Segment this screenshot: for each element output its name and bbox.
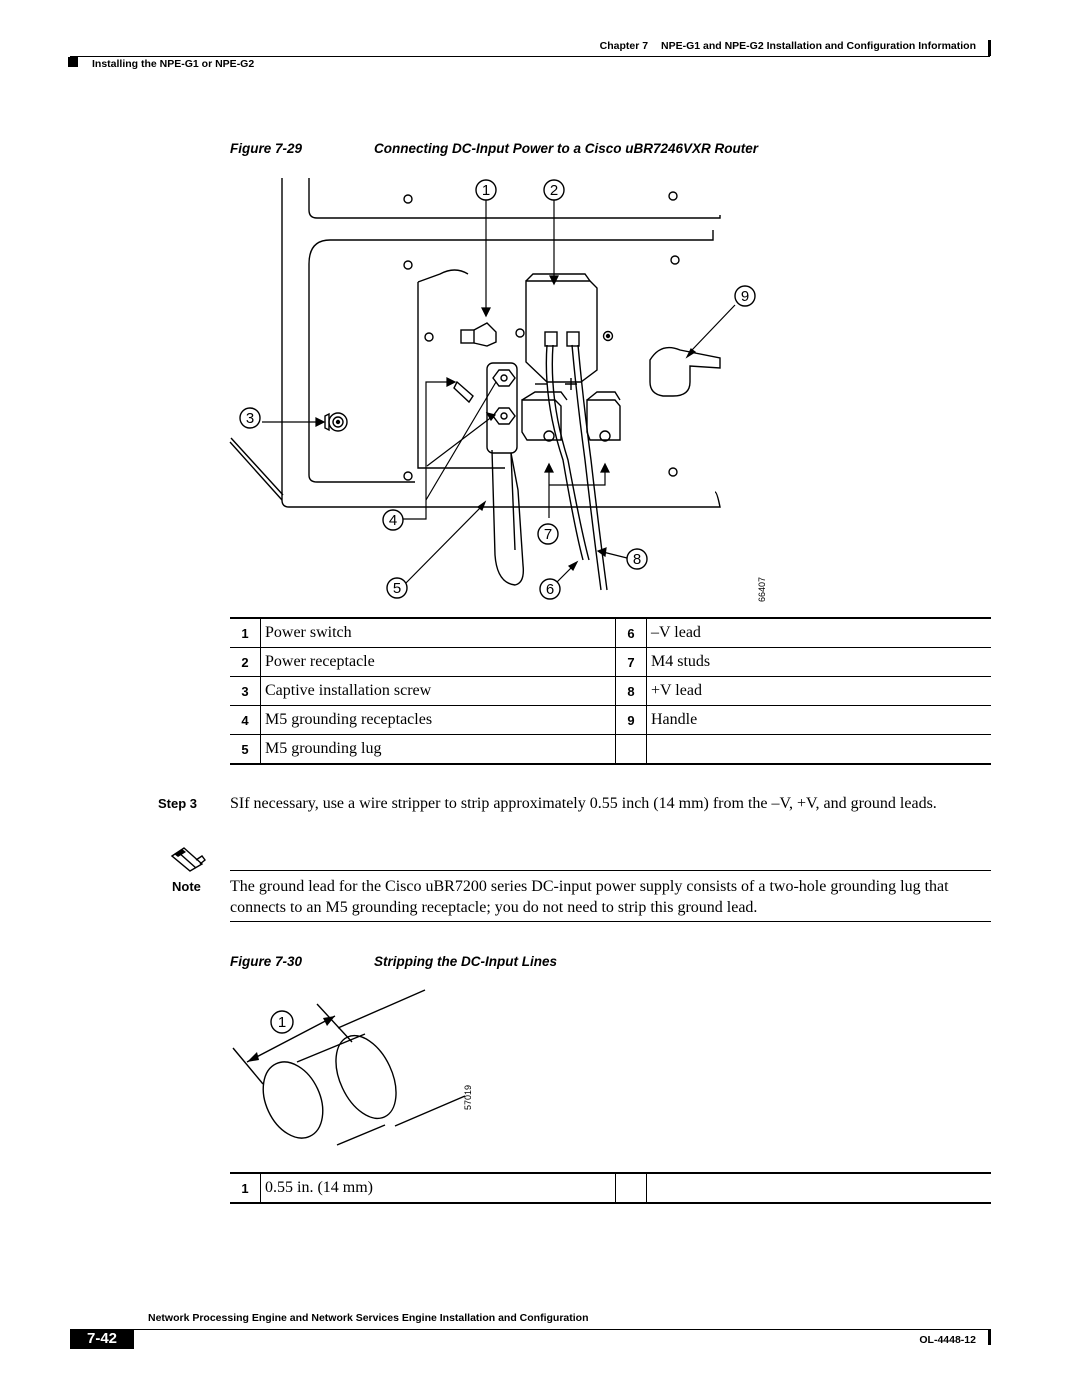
footer-book-title: Network Processing Engine and Network Services Engine Installation and Configuration — [148, 1312, 589, 1324]
dc-power-connection-illustration — [225, 170, 785, 615]
callout-1: 1 — [481, 182, 491, 199]
legend-text — [647, 1173, 992, 1203]
document-id: OL-4448-12 — [919, 1334, 976, 1346]
note-label: Note — [172, 879, 201, 894]
legend-row — [230, 677, 991, 706]
legend-row — [230, 618, 991, 648]
legend-row — [230, 1173, 991, 1203]
footer-bar — [988, 1329, 991, 1345]
wire-stripping-illustration — [225, 980, 485, 1170]
running-header-section: Installing the NPE-G1 or NPE-G2 — [92, 58, 255, 70]
legend-number: 6 — [616, 618, 647, 648]
page-number: 7-42 — [70, 1329, 134, 1349]
note-text: The ground lead for the Cisco uBR7200 series DC-input power supply consists of a two-hole grounding lug that connects to an M5 grounding receptacle; you do not need to strip this ground lead. — [230, 878, 949, 916]
chapter-title: NPE-G1 and NPE-G2 Installation and Configuration Information — [660, 40, 976, 52]
callout-4: 4 — [388, 512, 398, 529]
header-bar — [988, 40, 991, 56]
callout-3: 3 — [245, 410, 255, 427]
legend-row — [230, 706, 991, 735]
figure-title: Stripping the DC-Input Lines — [374, 954, 557, 969]
legend-number — [616, 1173, 647, 1203]
legend-number — [616, 735, 647, 765]
legend-text: Power receptacle — [261, 648, 616, 677]
callout-7: 7 — [543, 526, 553, 543]
legend-number: 2 — [230, 648, 261, 677]
legend-text: M5 grounding receptacles — [261, 706, 616, 735]
note-bottom-rule — [230, 921, 991, 922]
legend-number: 7 — [616, 648, 647, 677]
legend-row — [230, 735, 991, 765]
figure-legend-table — [230, 1172, 991, 1204]
legend-text: –V lead — [647, 618, 992, 648]
legend-number: 8 — [616, 677, 647, 706]
callout-6: 6 — [545, 581, 555, 598]
legend-text: Power switch — [261, 618, 616, 648]
legend-number: 1 — [230, 1173, 261, 1203]
callout-5: 5 — [392, 580, 402, 597]
figure-caption — [230, 141, 758, 156]
step-text: SIf necessary, use a wire stripper to strip approximately 0.55 inch (14 mm) from the –V, +V, and ground leads. — [230, 795, 937, 812]
legend-text: +V lead — [647, 677, 992, 706]
header-rule — [70, 56, 990, 57]
footer-rule — [70, 1329, 990, 1330]
figure-caption — [230, 954, 557, 969]
legend-number: 5 — [230, 735, 261, 765]
legend-text: M4 studs — [647, 648, 992, 677]
figure-art-id: 66407 — [757, 576, 767, 602]
legend-number: 1 — [230, 618, 261, 648]
legend-text — [647, 735, 992, 765]
legend-number: 3 — [230, 677, 261, 706]
legend-text: 0.55 in. (14 mm) — [261, 1173, 616, 1203]
callout-9: 9 — [740, 288, 750, 305]
figure-title: Connecting DC-Input Power to a Cisco uBR7246VXR Router — [374, 141, 759, 156]
callout-1: 1 — [277, 1014, 287, 1031]
figure-label: Figure 7-30 — [230, 954, 303, 969]
note-top-rule — [230, 870, 991, 871]
legend-text: Handle — [647, 706, 992, 735]
chapter-number: Chapter 7 — [599, 40, 649, 52]
legend-number: 9 — [616, 706, 647, 735]
running-header-chapter — [590, 40, 976, 52]
note-pencil-icon — [170, 842, 206, 872]
legend-text: M5 grounding lug — [261, 735, 616, 765]
figure-label: Figure 7-29 — [230, 141, 303, 156]
figure-art-id: 57019 — [463, 1084, 473, 1110]
callout-8: 8 — [632, 551, 642, 568]
legend-text: Captive installation screw — [261, 677, 616, 706]
step-label: Step 3 — [158, 796, 198, 811]
legend-number: 4 — [230, 706, 261, 735]
callout-2: 2 — [549, 182, 559, 199]
figure-legend-table — [230, 617, 991, 765]
header-square-marker — [68, 57, 78, 67]
legend-row — [230, 648, 991, 677]
